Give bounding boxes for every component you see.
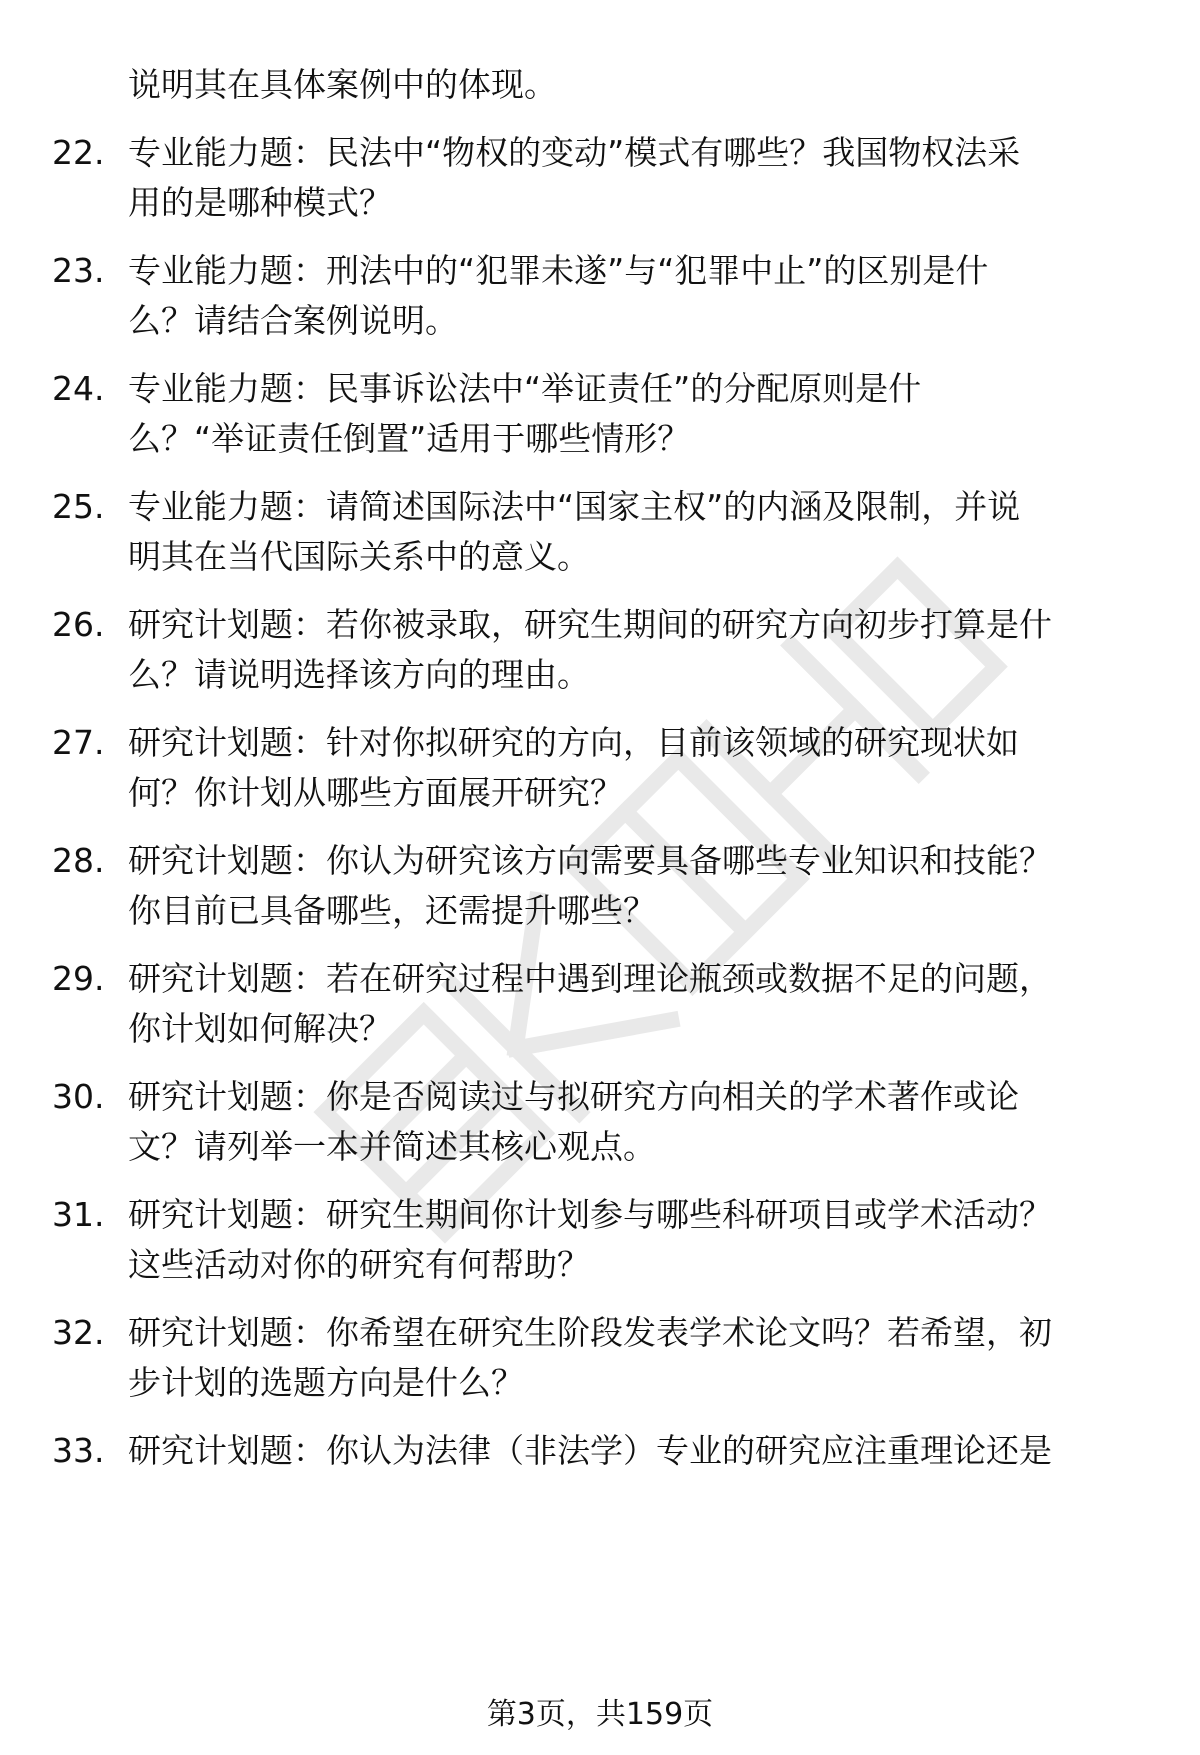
item-text-line2: 么？请说明选择该方向的理由。 — [128, 655, 590, 694]
item-text-line1: 研究计划题：若你被录取，研究生期间的研究方向初步打算是什 — [128, 605, 1052, 644]
item-text-line2: 你计划如何解决？ — [128, 1009, 392, 1048]
item-text-line1: 专业能力题：民法中“物权的变动”模式有哪些？我国物权法采 — [128, 133, 1021, 172]
item-number: 28. — [52, 841, 105, 880]
item-number: 31. — [52, 1195, 105, 1234]
item-text-line2: 你目前已具备哪些，还需提升哪些？ — [128, 891, 656, 930]
item-number: 29. — [52, 959, 105, 998]
item-text-line1: 专业能力题：请简述国际法中“国家主权”的内涵及限制，并说 — [128, 487, 1021, 526]
item-number: 26. — [52, 605, 105, 644]
item-text-line1: 研究计划题：你是否阅读过与拟研究方向相关的学术著作或论 — [128, 1077, 1019, 1116]
continuation-text: 说明其在具体案例中的体现。 — [128, 65, 557, 104]
item-text-line1: 研究计划题：你认为法律（非法学）专业的研究应注重理论还是 — [128, 1431, 1052, 1470]
item-number: 23. — [52, 251, 105, 290]
item-text-line2: 文？请列举一本并简述其核心观点。 — [128, 1127, 656, 1166]
item-text-line2: 明其在当代国际关系中的意义。 — [128, 537, 590, 576]
item-text-line1: 研究计划题：研究生期间你计划参与哪些科研项目或学术活动？ — [128, 1195, 1052, 1234]
item-text-line2: 用的是哪种模式？ — [128, 183, 392, 222]
item-text-line1: 研究计划题：你希望在研究生阶段发表学术论文吗？若希望，初 — [128, 1313, 1052, 1352]
item-number: 32. — [52, 1313, 105, 1352]
item-number: 33. — [52, 1431, 105, 1470]
item-number: 30. — [52, 1077, 105, 1116]
item-number: 24. — [52, 369, 105, 408]
item-text-line1: 研究计划题：你认为研究该方向需要具备哪些专业知识和技能？ — [128, 841, 1052, 880]
item-text-line2: 这些活动对你的研究有何帮助？ — [128, 1245, 590, 1284]
item-text-line1: 研究计划题：若在研究过程中遇到理论瓶颈或数据不足的问题， — [128, 959, 1052, 998]
item-number: 22. — [52, 133, 105, 172]
page-footer: 第3页，共159页 — [486, 1697, 714, 1732]
item-text-line1: 专业能力题：刑法中的“犯罪未遂”与“犯罪中止”的区别是什 — [128, 251, 989, 290]
item-text-line2: 步计划的选题方向是什么？ — [128, 1363, 524, 1402]
item-text-line2: 么？“举证责任倒置”适用于哪些情形？ — [128, 419, 691, 458]
item-number: 27. — [52, 723, 105, 762]
item-text-line1: 专业能力题：民事诉讼法中“举证责任”的分配原则是什 — [128, 369, 922, 408]
item-text-line1: 研究计划题：针对你拟研究的方向，目前该领域的研究现状如 — [128, 723, 1019, 762]
item-text-line2: 何？你计划从哪些方面展开研究？ — [128, 773, 623, 812]
item-text-line2: 么？请结合案例说明。 — [128, 301, 458, 340]
item-number: 25. — [52, 487, 105, 526]
